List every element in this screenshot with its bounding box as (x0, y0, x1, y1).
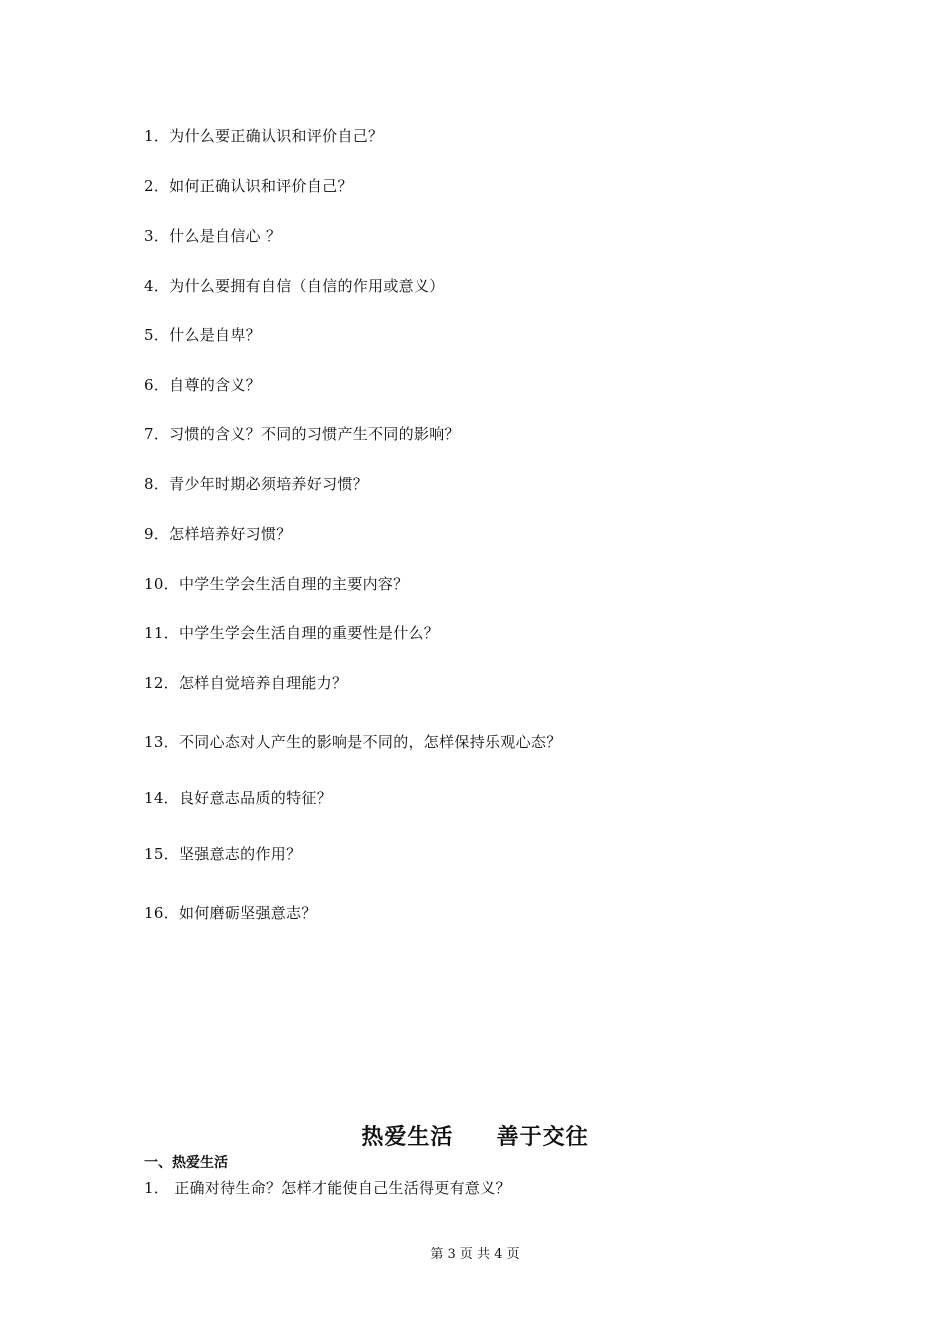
question-13: 13．不同心态对人产生的影响是不同的，怎样保持乐观心态？ (144, 733, 562, 751)
question-12: 12．怎样自觉培养自理能力？ (144, 674, 348, 692)
question-9: 9．怎样培养好习惯？ (144, 525, 292, 543)
page-footer: 第 3 页 共 4 页 (430, 1247, 520, 1262)
question-4: 4．为什么要拥有自信（自信的作用或意义） (144, 277, 445, 295)
question-11: 11．中学生学会生活自理的重要性是什么？ (144, 624, 440, 642)
question-15: 15．坚强意志的作用？ (144, 845, 302, 863)
section-title: 热爱生活 善于交往 (361, 1125, 589, 1150)
section-question-1: 1． 正确对待生命？怎样才能使自己生活得更有意义？ (144, 1179, 511, 1197)
question-16: 16．如何磨砺坚强意志？ (144, 904, 317, 922)
question-6: 6．自尊的含义？ (144, 376, 261, 394)
question-1: 1．为什么要正确认识和评价自己？ (144, 127, 384, 145)
question-3: 3．什么是自信心 ？ (144, 227, 282, 245)
question-14: 14．良好意志品质的特征？ (144, 789, 332, 807)
section-subheading: 一、热爱生活 (144, 1155, 228, 1171)
question-5: 5．什么是自卑？ (144, 326, 261, 344)
question-10: 10．中学生学会生活自理的主要内容？ (144, 575, 409, 593)
question-8: 8．青少年时期必须培养好习惯？ (144, 475, 369, 493)
question-7: 7．习惯的含义？不同的习惯产生不同的影响？ (144, 425, 460, 443)
question-2: 2．如何正确认识和评价自己？ (144, 177, 353, 195)
